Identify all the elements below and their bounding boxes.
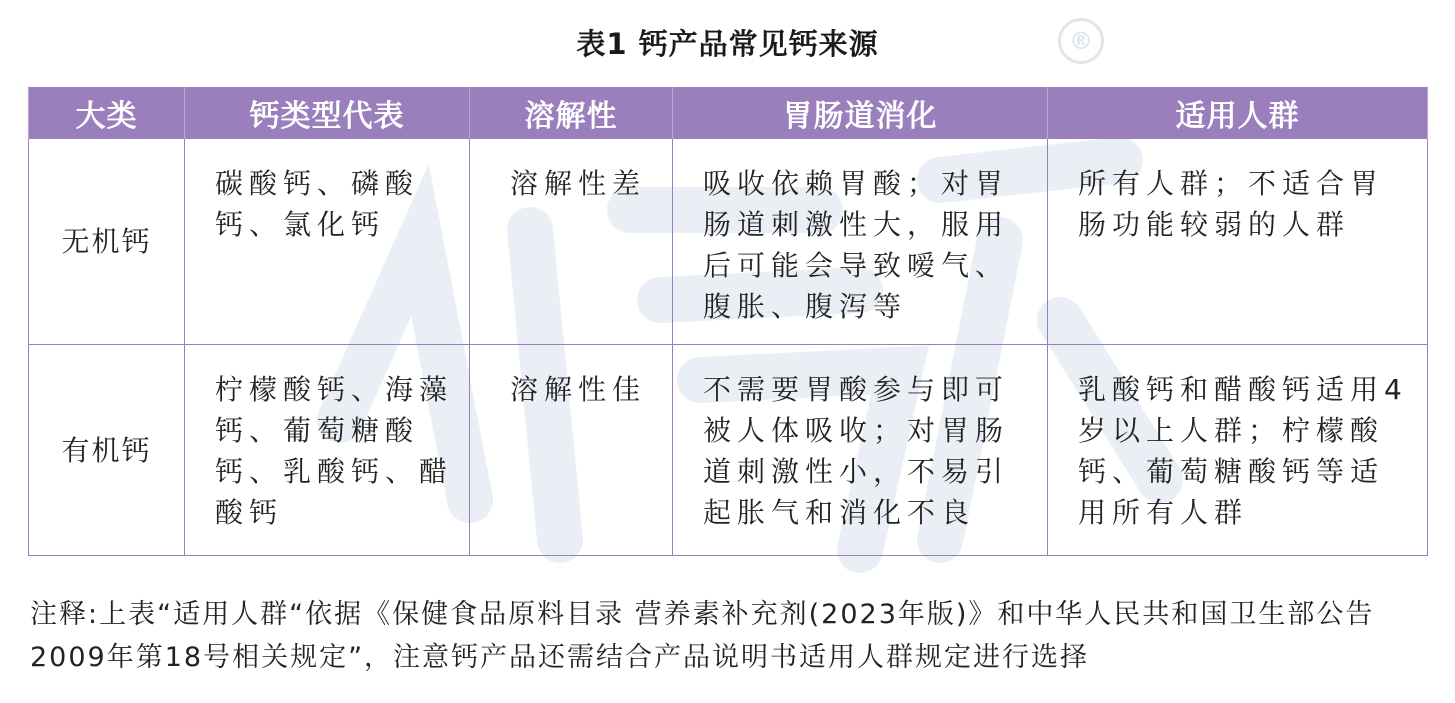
cell-population: 所有人群；不适合胃肠功能较弱的人群 xyxy=(1048,139,1428,345)
header-solubility: 溶解性 xyxy=(470,87,673,139)
footnote: 注释:上表“适用人群“依据《保健食品原料目录 营养素补充剂(2023年版)》和中华人民共和国卫生部公告2009年第18号相关规定”，注意钙产品还需结合产品说明书适用人群规定进行选择 xyxy=(30,599,1375,673)
table-row xyxy=(29,139,1428,345)
cell-category: 无机钙 xyxy=(29,139,185,345)
header-calcium-type: 钙类型代表 xyxy=(185,87,470,139)
calcium-source-table xyxy=(28,87,1428,556)
cell-population: 乳酸钙和醋酸钙适用4岁以上人群；柠檬酸钙、葡萄糖酸钙等适用所有人群 xyxy=(1048,345,1428,556)
cell-category: 有机钙 xyxy=(29,345,185,556)
table-row xyxy=(29,345,1428,556)
registered-mark-icon: ® xyxy=(1058,18,1104,64)
cell-calcium-type: 柠檬酸钙、海藻钙、葡萄糖酸钙、乳酸钙、醋酸钙 xyxy=(185,345,470,556)
cell-solubility: 溶解性差 xyxy=(470,139,673,345)
header-category: 大类 xyxy=(29,87,185,139)
cell-digestion: 不需要胃酸参与即可被人体吸收；对胃肠道刺激性小，不易引起胀气和消化不良 xyxy=(673,345,1048,556)
cell-calcium-type: 碳酸钙、磷酸钙、氯化钙 xyxy=(185,139,470,345)
cell-solubility: 溶解性佳 xyxy=(470,345,673,556)
table-title: 表1 钙产品常见钙来源 xyxy=(576,27,879,61)
header-digestion: 胃肠道消化 xyxy=(673,87,1048,139)
cell-digestion: 吸收依赖胃酸；对胃肠道刺激性大，服用后可能会导致嗳气、腹胀、腹泻等 xyxy=(673,139,1048,345)
header-population: 适用人群 xyxy=(1048,87,1428,139)
table-header-row xyxy=(29,87,1428,139)
